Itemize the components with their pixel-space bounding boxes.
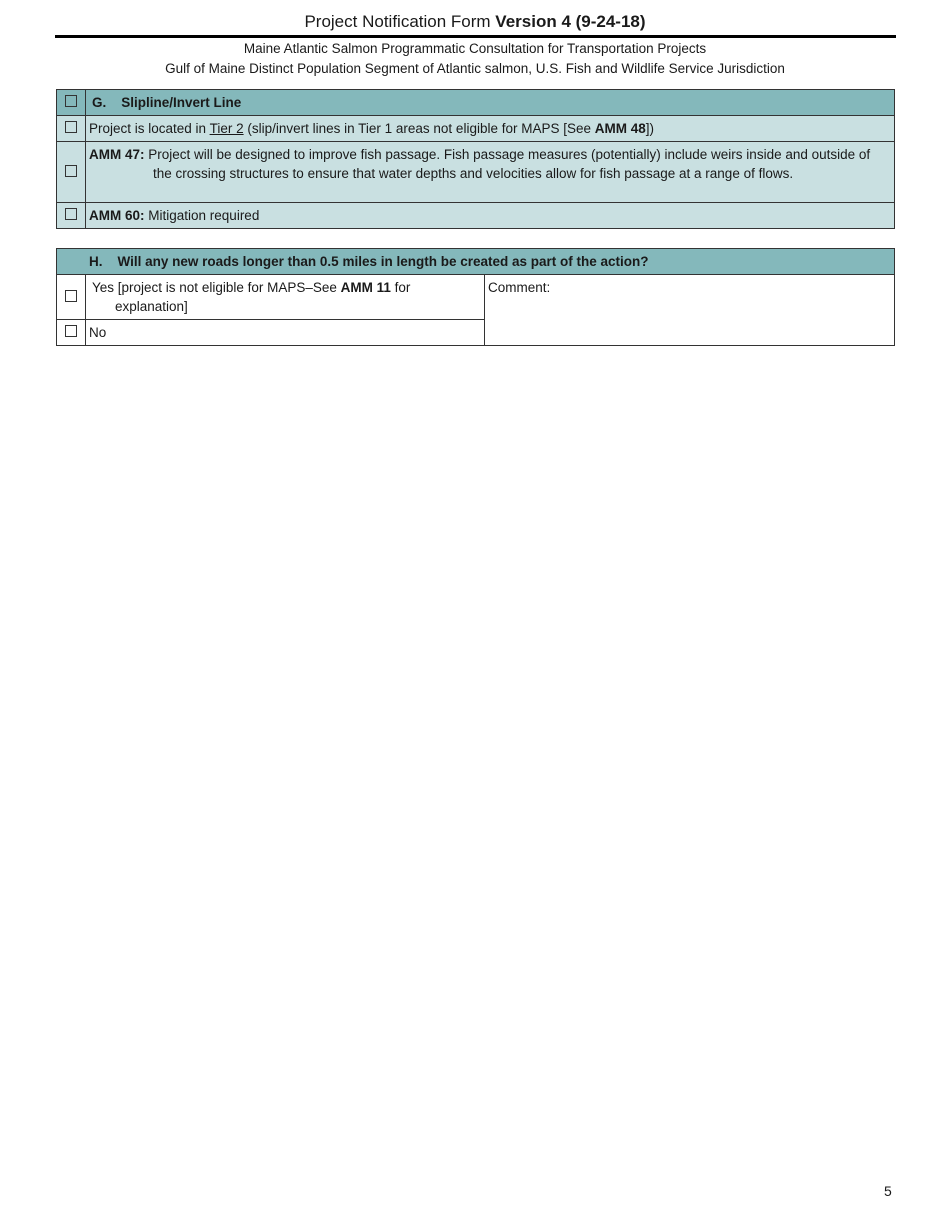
section-h-heading xyxy=(57,249,895,275)
section-g-checkbox-cell[interactable] xyxy=(57,90,86,116)
section-heading-text: Slipline/Invert Line xyxy=(121,95,242,110)
amm60-row-text xyxy=(86,203,895,229)
text-segment: for explanation] xyxy=(115,280,411,314)
section-heading-text: Will any new roads longer than 0.5 miles in length be created as part of the action? xyxy=(117,254,649,269)
tier-2-link[interactable]: Tier 2 xyxy=(209,121,244,136)
amm-label: AMM 60: xyxy=(89,208,145,223)
yes-option-text xyxy=(86,275,485,320)
yes-checkbox-cell[interactable] xyxy=(57,275,86,320)
text-segment: Yes [project is not eligible for MAPS–See xyxy=(92,280,341,295)
form-title xyxy=(0,12,950,32)
tier2-row-text xyxy=(86,116,895,142)
form-title-text: Project Notification Form xyxy=(304,12,496,31)
tier2-checkbox-cell[interactable] xyxy=(57,116,86,142)
section-g-heading xyxy=(86,90,895,116)
text-segment: ]) xyxy=(645,121,655,136)
amm47-checkbox-cell[interactable] xyxy=(57,142,86,203)
page-number: 5 xyxy=(884,1183,892,1199)
no-option-text: No xyxy=(86,320,485,346)
checkbox[interactable] xyxy=(65,121,77,133)
form-version: Version 4 (9-24-18) xyxy=(495,12,646,31)
checkbox[interactable] xyxy=(65,95,77,107)
amm60-checkbox-cell[interactable] xyxy=(57,203,86,229)
amm-description: Project will be designed to improve fish passage. Fish passage measures (potentially) include weirs inside and outside of the crossing structures to ensure that water depths and velocities allow for fish passage at a range of flows. xyxy=(144,147,871,181)
section-letter: G. xyxy=(92,95,107,110)
amm-reference: AMM 11 xyxy=(340,280,391,295)
checkbox[interactable] xyxy=(65,325,77,337)
amm-reference: AMM 48 xyxy=(594,121,646,136)
checkbox[interactable] xyxy=(65,290,77,302)
subtitle-line-2: Gulf of Maine Distinct Population Segment of Atlantic salmon, U.S. Fish and Wildlife Service Jurisdiction xyxy=(165,61,785,76)
no-checkbox-cell[interactable] xyxy=(57,320,86,346)
amm-description: Mitigation required xyxy=(144,208,260,223)
section-g-table xyxy=(56,89,895,229)
section-h-table xyxy=(56,248,895,346)
checkbox[interactable] xyxy=(65,165,77,177)
section-letter: H. xyxy=(89,254,103,269)
amm-label: AMM 47: xyxy=(89,147,145,162)
subtitle-line-1: Maine Atlantic Salmon Programmatic Consultation for Transportation Projects xyxy=(243,41,707,56)
amm47-row-text xyxy=(86,142,895,203)
header-divider xyxy=(55,35,896,38)
comment-field[interactable] xyxy=(485,275,895,346)
comment-label: Comment: xyxy=(488,280,551,295)
text-segment: Project is located in xyxy=(89,121,210,136)
checkbox[interactable] xyxy=(65,208,77,220)
text-segment: (slip/invert lines in Tier 1 areas not eligible for MAPS [See xyxy=(243,121,595,136)
